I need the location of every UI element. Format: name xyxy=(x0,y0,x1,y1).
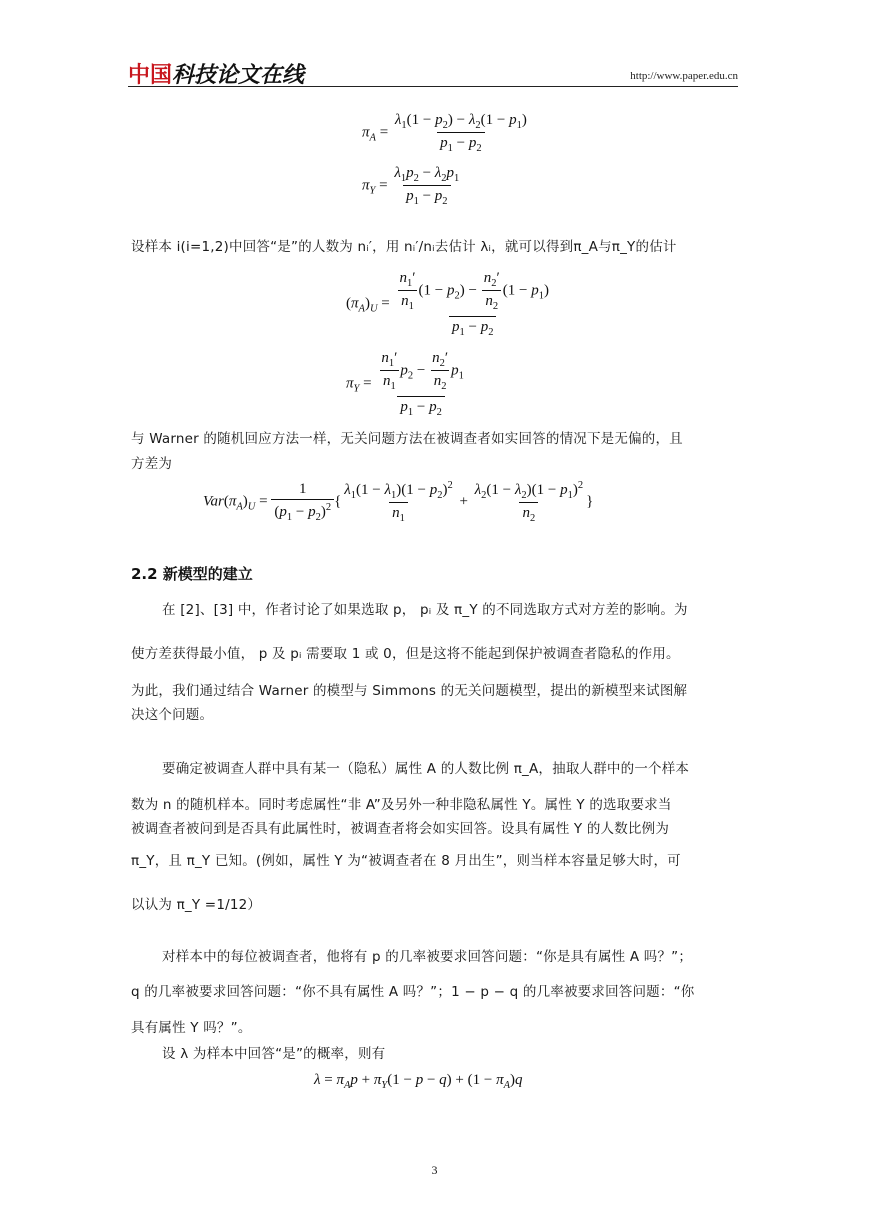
paragraph-unbiased-1: 与 Warner 的随机回应方法一样，无关问题方法在被调查者如实回答的情况下是无偏的，且 xyxy=(131,431,683,447)
equation-variance: $Var(\pi_A)_U$ = $\frac{1}{(p_1 - p_2)^2}$ { $\frac{\lambda_1(1 - \lambda_1)(1 - p_2)^2}{n_1}$ + $\frac{\lambda_2(1 - \lambda_2)(1 - p_1)^2}{n_2}$ } xyxy=(203,480,594,524)
paragraph-unbiased-2: 方差为 xyxy=(131,456,173,472)
paragraph-model-1: 要确定被调查人群中具有某一（隐私）属性 A 的人数比例 π_A，抽取人群中的一个样本 xyxy=(162,761,690,777)
paragraph-question-2: q 的几率被要求回答问题：“你不具有属性 A 吗？”；1 − p − q 的几率被要求回答问题：“你 xyxy=(131,984,695,1000)
equation-pi-a-u: $(\pi_A)_U$ = $\frac{n_1'}{n_1}$ $(1 - p_2)$ − $\frac{n_2'}{n_2}$ $(1 - p_1)$ $p_1 - p_2$ xyxy=(346,270,549,338)
paragraph-question-3: 具有属性 Y 吗？”。 xyxy=(131,1020,252,1036)
equation-lambda: $\lambda = \pi_Ap + \pi_Y(1 - p - q) + (1 - \pi_A)q$ xyxy=(314,1072,523,1091)
paragraph-intro-3: 为此，我们通过结合 Warner 的模型与 Simmons 的无关问题模型，提出的新模型来试图解 xyxy=(131,683,688,699)
paragraph-question-1: 对样本中的每位被调查者，他将有 p 的几率被要求回答问题：“你是具有属性 A 吗？”； xyxy=(162,949,693,965)
paragraph-model-5: 以认为 π_Y =1/12） xyxy=(131,897,262,913)
logo-black-text: 科技论文在线 xyxy=(172,63,305,88)
equation-pi-y-estimate: $\pi_Y$ = $\frac{n_1'}{n_1}$ $p_2$ − $\frac{n_2'}{n_2}$ $p_1$ $p_1 - p_2$ xyxy=(346,350,464,418)
paragraph-intro-2: 使方差获得最小值， p 及 pᵢ 需要取 1 或 0，但是这将不能起到保护被调查者隐私的作用。 xyxy=(131,646,680,662)
logo-red-text: 中国 xyxy=(128,63,173,88)
equation-pi-a: $\pi_A$ = $\frac{\lambda_1(1 - p_2) - \lambda_2(1 - p_1)}{p_1 - p_2}$ xyxy=(362,112,527,154)
equation-pi-y: $\pi_Y$ = $\frac{\lambda_1p_2 - \lambda_2p_1}{p_1 - p_2}$ xyxy=(362,165,460,207)
journal-logo xyxy=(128,58,304,89)
paragraph-model-3: 被调查者被问到是否具有此属性时，被调查者将会如实回答。设具有属性 Y 的人数比例为 xyxy=(131,821,670,837)
paragraph-model-2: 数为 n 的随机样本。同时考虑属性“非 A”及另外一种非隐私属性 Y。属性 Y 的选取要求当 xyxy=(131,797,672,813)
page-number: 3 xyxy=(431,1163,438,1177)
paragraph-model-4: π_Y，且 π_Y 已知。(例如，属性 Y 为“被调查者在 8 月出生”，则当样本容量足够大时，可 xyxy=(131,853,681,869)
paragraph-lambda: 设 λ 为样本中回答“是”的概率，则有 xyxy=(162,1046,386,1062)
paragraph-intro-1: 在 [2]、[3] 中，作者讨论了如果选取 p， pᵢ 及 π_Y 的不同选取方式对方差的影响。为 xyxy=(162,602,688,618)
header-url[interactable]: http://www.paper.edu.cn xyxy=(630,70,738,82)
header-rule xyxy=(128,86,738,87)
section-heading: 2.2 新模型的建立 xyxy=(131,565,253,583)
paragraph-estimate: 设样本 i(i=1,2)中回答“是”的人数为 nᵢ′，用 nᵢ′/nᵢ去估计 λᵢ，就可以得到π_A与π_Y的估计 xyxy=(131,239,677,255)
paragraph-intro-4: 决这个问题。 xyxy=(131,707,214,723)
